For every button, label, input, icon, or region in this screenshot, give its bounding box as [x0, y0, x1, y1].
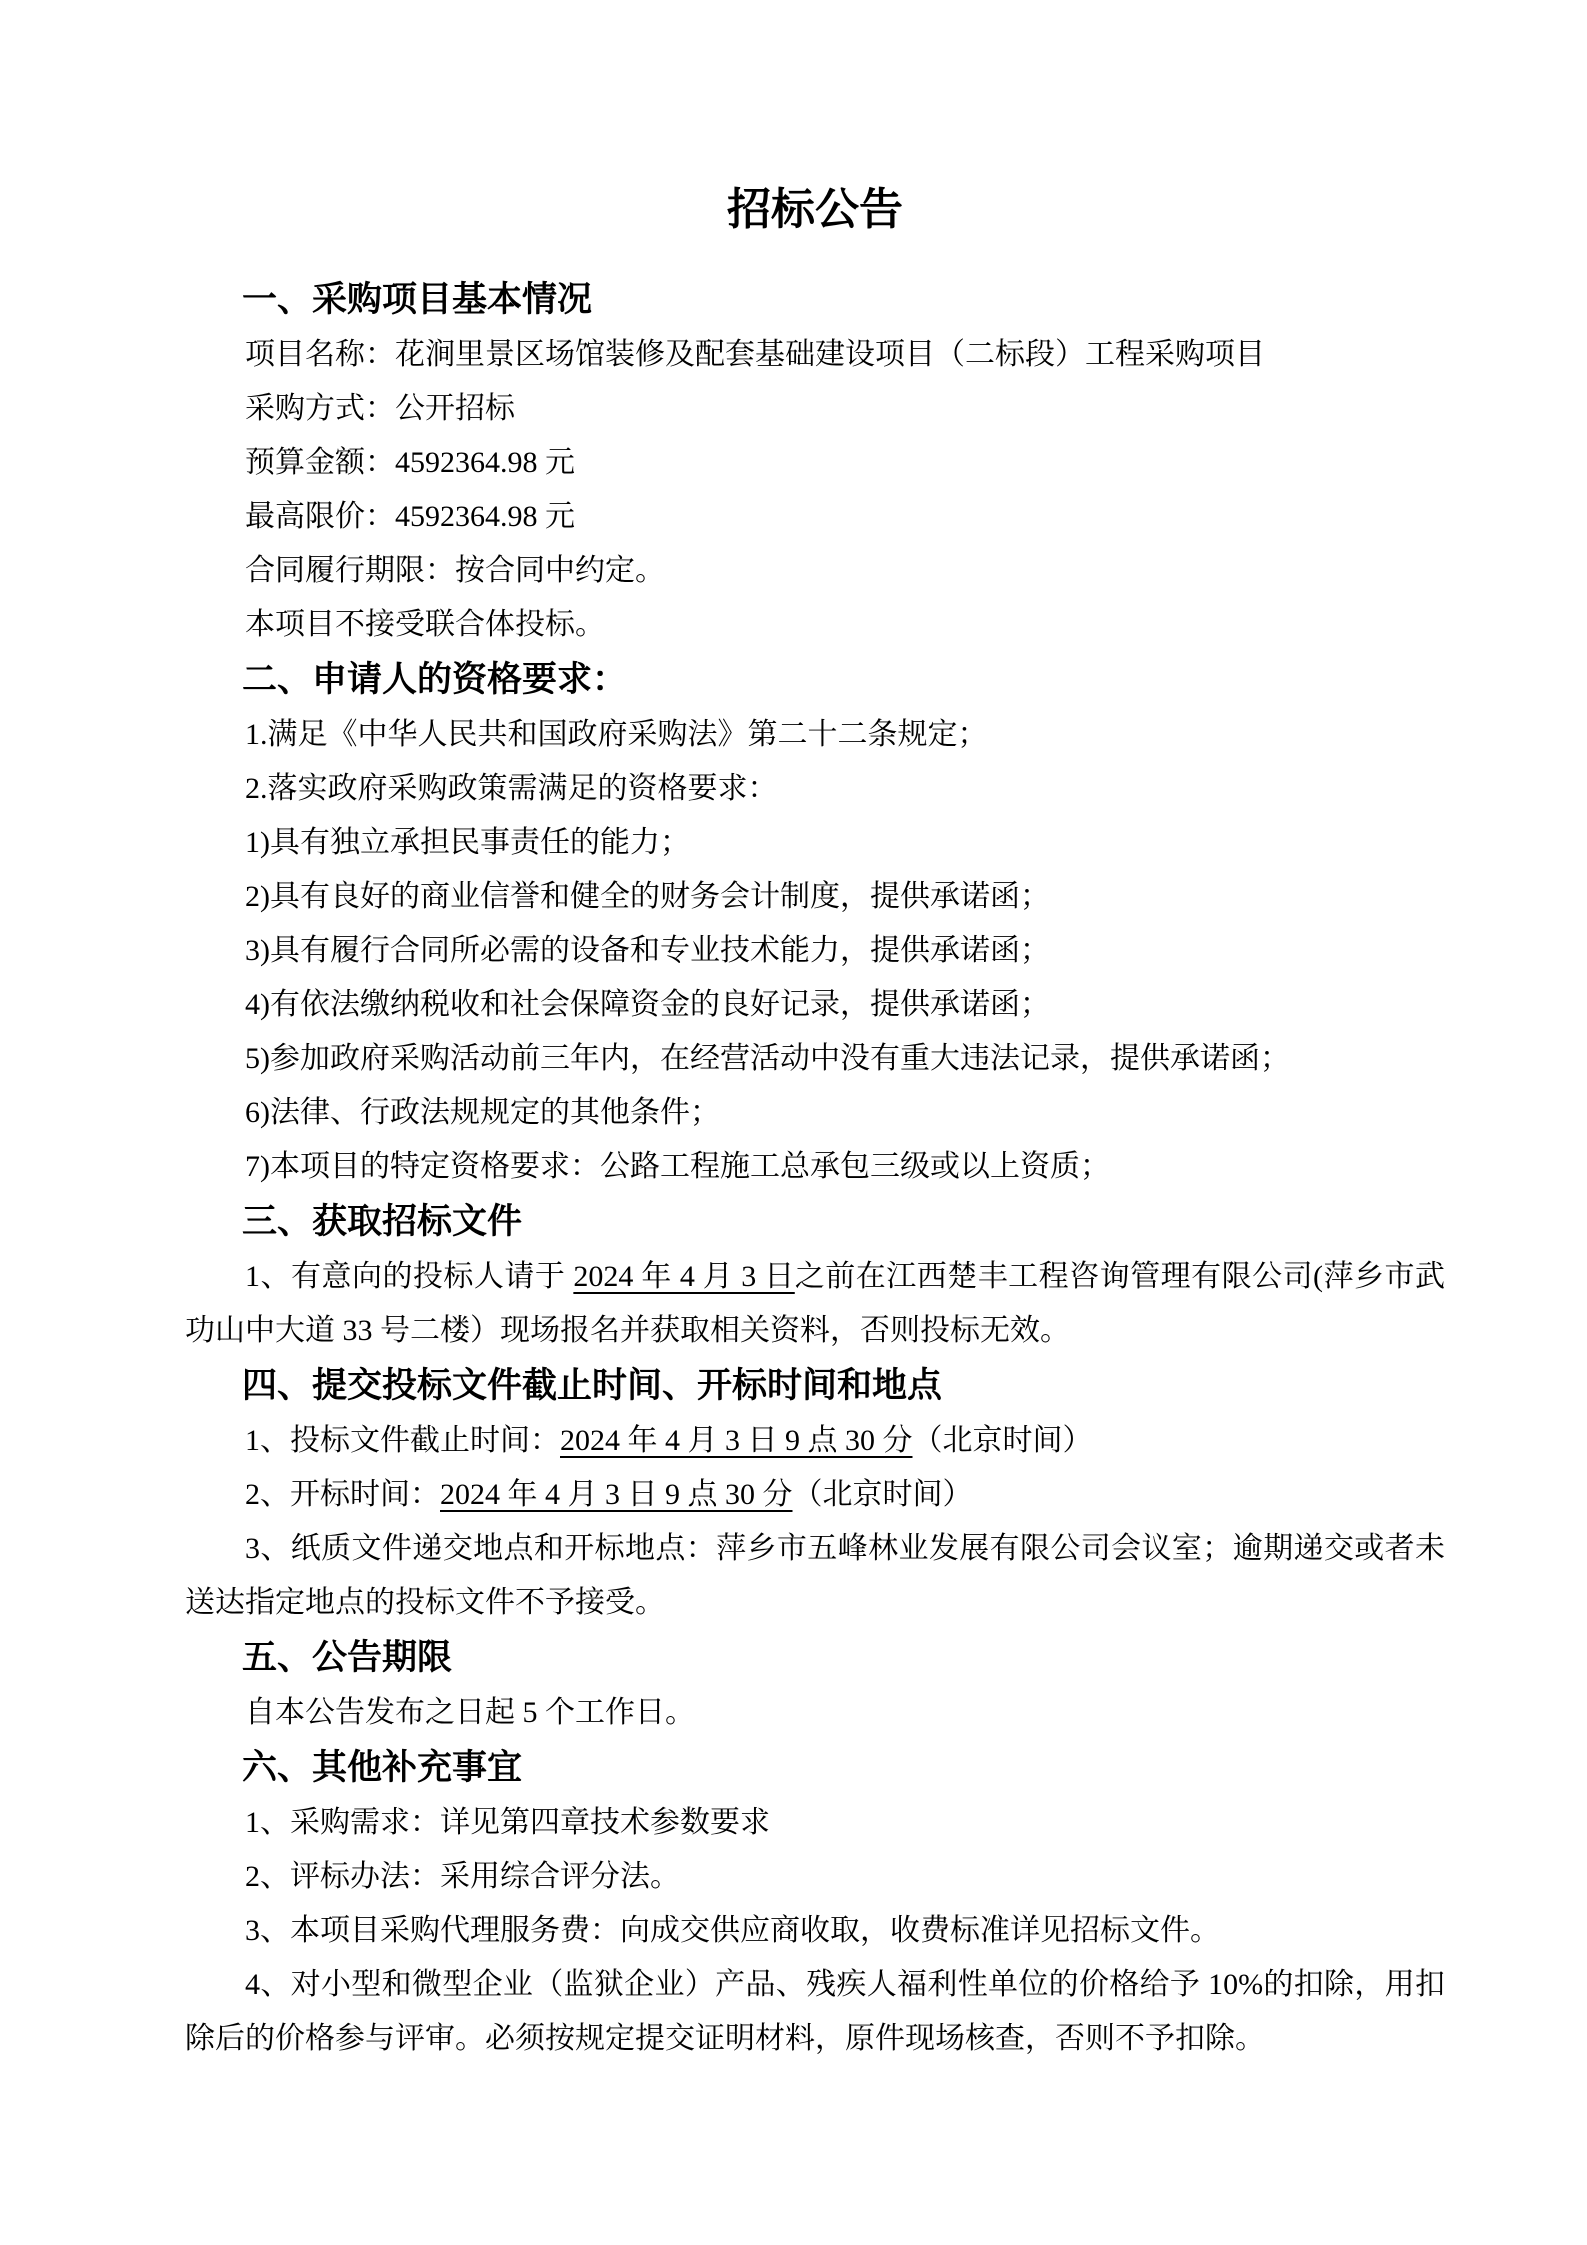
qualification-item: 3)具有履行合同所必需的设备和专业技术能力，提供承诺函；: [245, 934, 1050, 967]
qualification-item: 4)有依法缴纳税收和社会保障资金的良好记录，提供承诺函；: [245, 988, 1050, 1021]
doc-title: 招标公告: [727, 185, 903, 234]
para-announcement-period: 自本公告发布之日起 5 个工作日。: [245, 1696, 695, 1729]
para-obtain-documents: [185, 1250, 1445, 1358]
bid-opening-timezone: （北京时间）: [792, 1478, 973, 1511]
para-no-consortium: 本项目不接受联合体投标。: [245, 608, 605, 641]
qualification-item: 2)具有良好的商业信誉和健全的财务会计制度，提供承诺函；: [245, 880, 1050, 913]
para-bid-opening-time: [185, 1468, 1445, 1522]
para-max-price: 最高限价：4592364.98 元: [245, 500, 575, 533]
para-budget-amount: 预算金额：4592364.98 元: [245, 446, 575, 479]
bid-opening-label: 2、开标时间：: [245, 1478, 440, 1511]
para-agency-fee: 3、本项目采购代理服务费：向成交供应商收取，收费标准详见招标文件。: [245, 1914, 1220, 1947]
para-procurement-requirements: 1、采购需求：详见第四章技术参数要求: [245, 1806, 770, 1839]
para-procurement-method: 采购方式：公开招标: [245, 392, 515, 425]
section-2-heading: 二、申请人的资格要求：: [242, 660, 628, 699]
qualification-item: 2.落实政府采购政策需满足的资格要求：: [245, 772, 778, 805]
qualification-item: 7)本项目的特定资格要求：公路工程施工总承包三级或以上资质；: [245, 1150, 1110, 1183]
submission-deadline-timezone: （北京时间）: [912, 1424, 1093, 1457]
section-5-heading: 五、公告期限: [242, 1638, 453, 1677]
section-3-heading: 三、获取招标文件: [242, 1202, 523, 1241]
section-1-heading: 一、采购项目基本情况: [242, 280, 593, 319]
obtain-documents-post: 之前在江西楚丰工程咨询管理有限公司(萍乡市武功山中大道 33 号二楼）现场报名并获取相关资料，否则投标无效。: [185, 1260, 1445, 1347]
qualification-item: 6)法律、行政法规规定的其他条件；: [245, 1096, 720, 1129]
qualification-item: 5)参加政府采购活动前三年内，在经营活动中没有重大违法记录，提供承诺函；: [245, 1042, 1290, 1075]
qualification-item: 1.满足《中华人民共和国政府采购法》第二十二条规定；: [245, 718, 988, 751]
para-submission-deadline: [185, 1414, 1445, 1468]
obtain-documents-deadline-date: 2024 年 4 月 3 日: [573, 1260, 795, 1293]
para-evaluation-method: 2、评标办法：采用综合评分法。: [245, 1860, 680, 1893]
obtain-documents-pre: 1、有意向的投标人请于: [245, 1260, 574, 1293]
para-project-name: 项目名称：花涧里景区场馆装修及配套基础建设项目（二标段）工程采购项目: [245, 338, 1265, 371]
qualification-item: 1)具有独立承担民事责任的能力；: [245, 826, 690, 859]
para-price-deduction: 4、对小型和微型企业（监狱企业）产品、残疾人福利性单位的价格给予 10%的扣除，用扣除后的价格参与评审。必须按规定提交证明材料，原件现场核查，否则不予扣除。: [185, 1968, 1445, 2055]
submission-deadline-datetime: 2024 年 4 月 3 日 9 点 30 分: [560, 1424, 913, 1457]
section-4-heading: 四、提交投标文件截止时间、开标时间和地点: [242, 1366, 943, 1405]
section-6-heading: 六、其他补充事宜: [242, 1748, 523, 1787]
submission-deadline-label: 1、投标文件截止时间：: [245, 1424, 560, 1457]
para-submission-location: 3、纸质文件递交地点和开标地点：萍乡市五峰林业发展有限公司会议室；逾期递交或者未送达指定地点的投标文件不予接受。: [185, 1532, 1445, 1619]
para-contract-period: 合同履行期限：按合同中约定。: [245, 554, 665, 587]
bid-opening-datetime: 2024 年 4 月 3 日 9 点 30 分: [440, 1478, 793, 1511]
